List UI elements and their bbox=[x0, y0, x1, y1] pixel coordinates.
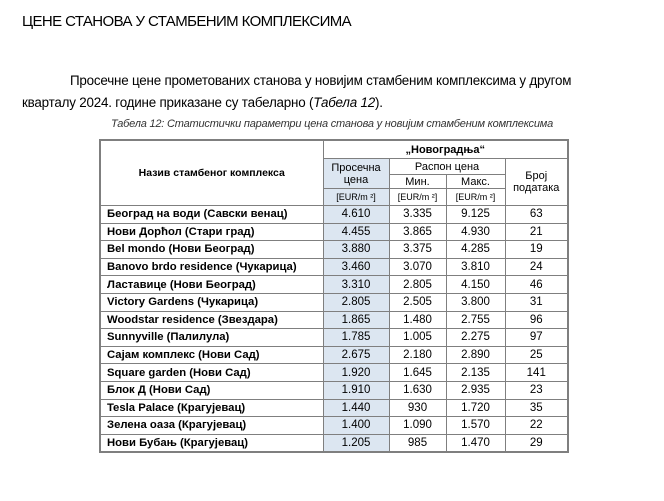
price-table bbox=[99, 139, 569, 453]
cell-complex-name: Tesla Palace (Крагујевац) bbox=[100, 399, 323, 417]
cell-average-price: 4.455 bbox=[323, 223, 389, 241]
table-row bbox=[100, 434, 568, 452]
cell-max-price: 4.285 bbox=[446, 241, 505, 259]
cell-complex-name: Sunnyville (Палилула) bbox=[100, 329, 323, 347]
cell-complex-name: Зелена оаза (Крагујевац) bbox=[100, 417, 323, 435]
header-average-price bbox=[323, 159, 389, 189]
table-row bbox=[100, 346, 568, 364]
table-row bbox=[100, 223, 568, 241]
header-price-range: Распон цена bbox=[389, 159, 505, 175]
cell-min-price: 3.375 bbox=[389, 241, 446, 259]
header-max: Макс. bbox=[446, 175, 505, 189]
cell-complex-name: Square garden (Нови Сад) bbox=[100, 364, 323, 382]
header-count-line2: података bbox=[513, 182, 560, 194]
cell-average-price: 1.910 bbox=[323, 381, 389, 399]
table-row bbox=[100, 206, 568, 224]
cell-average-price: 3.880 bbox=[323, 241, 389, 259]
cell-data-count: 24 bbox=[505, 258, 568, 276]
cell-max-price: 1.470 bbox=[446, 434, 505, 452]
cell-average-price: 1.785 bbox=[323, 329, 389, 347]
header-average-line1: Просечна bbox=[331, 161, 381, 174]
unit-min: [EUR/m ²] bbox=[389, 189, 446, 206]
cell-max-price: 2.935 bbox=[446, 381, 505, 399]
cell-complex-name: Сајам комплекс (Нови Сад) bbox=[100, 346, 323, 364]
cell-max-price: 2.275 bbox=[446, 329, 505, 347]
cell-min-price: 2.180 bbox=[389, 346, 446, 364]
table-row bbox=[100, 241, 568, 259]
cell-complex-name: Bel mondo (Нови Београд) bbox=[100, 241, 323, 259]
cell-data-count: 31 bbox=[505, 293, 568, 311]
cell-data-count: 25 bbox=[505, 346, 568, 364]
cell-average-price: 2.675 bbox=[323, 346, 389, 364]
cell-data-count: 63 bbox=[505, 206, 568, 224]
cell-min-price: 3.335 bbox=[389, 206, 446, 224]
cell-data-count: 22 bbox=[505, 417, 568, 435]
intro-paragraph bbox=[22, 70, 622, 114]
cell-max-price: 3.810 bbox=[446, 258, 505, 276]
cell-data-count: 96 bbox=[505, 311, 568, 329]
cell-max-price: 2.755 bbox=[446, 311, 505, 329]
cell-data-count: 21 bbox=[505, 223, 568, 241]
header-complex-name: Назив стамбеног комплекса bbox=[100, 140, 323, 206]
cell-min-price: 2.505 bbox=[389, 293, 446, 311]
cell-min-price: 1.480 bbox=[389, 311, 446, 329]
header-count-line1: Број bbox=[525, 170, 548, 182]
cell-average-price: 1.400 bbox=[323, 417, 389, 435]
cell-min-price: 3.865 bbox=[389, 223, 446, 241]
cell-min-price: 1.090 bbox=[389, 417, 446, 435]
cell-max-price: 2.135 bbox=[446, 364, 505, 382]
cell-max-price: 9.125 bbox=[446, 206, 505, 224]
cell-complex-name: Woodstar residence (Звездара) bbox=[100, 311, 323, 329]
table-row bbox=[100, 311, 568, 329]
table-row bbox=[100, 276, 568, 294]
header-data-count bbox=[505, 159, 568, 206]
cell-average-price: 1.865 bbox=[323, 311, 389, 329]
cell-complex-name: Ластавице (Нови Београд) bbox=[100, 276, 323, 294]
cell-average-price: 1.440 bbox=[323, 399, 389, 417]
table-row bbox=[100, 258, 568, 276]
table-row bbox=[100, 364, 568, 382]
header-region: „Новоградња“ bbox=[323, 140, 568, 159]
unit-average: [EUR/m ²] bbox=[323, 189, 389, 206]
cell-average-price: 2.805 bbox=[323, 293, 389, 311]
cell-max-price: 1.570 bbox=[446, 417, 505, 435]
cell-max-price: 1.720 bbox=[446, 399, 505, 417]
cell-min-price: 3.070 bbox=[389, 258, 446, 276]
cell-complex-name: Београд на води (Савски венац) bbox=[100, 206, 323, 224]
cell-max-price: 4.150 bbox=[446, 276, 505, 294]
cell-min-price: 1.630 bbox=[389, 381, 446, 399]
table-caption: Табела 12: Статистички параметри цена станова у новијим стамбеним комплексима bbox=[110, 118, 554, 130]
cell-min-price: 2.805 bbox=[389, 276, 446, 294]
cell-max-price: 4.930 bbox=[446, 223, 505, 241]
cell-data-count: 23 bbox=[505, 381, 568, 399]
paragraph-text-end: ). bbox=[374, 95, 383, 110]
table-row bbox=[100, 399, 568, 417]
cell-min-price: 930 bbox=[389, 399, 446, 417]
cell-average-price: 3.310 bbox=[323, 276, 389, 294]
cell-average-price: 3.460 bbox=[323, 258, 389, 276]
table-row bbox=[100, 417, 568, 435]
cell-min-price: 1.645 bbox=[389, 364, 446, 382]
header-average-line2: цена bbox=[343, 173, 369, 186]
paragraph-text: Просечне цене прометованих станова у новијим стамбеним комплексима у другом кварталу 2024. године приказане су табеларно ( bbox=[22, 73, 572, 110]
unit-max: [EUR/m ²] bbox=[446, 189, 505, 206]
table-row bbox=[100, 381, 568, 399]
table-row bbox=[100, 329, 568, 347]
cell-max-price: 2.890 bbox=[446, 346, 505, 364]
table-reference: Табела 12 bbox=[313, 95, 375, 110]
cell-data-count: 29 bbox=[505, 434, 568, 452]
cell-min-price: 985 bbox=[389, 434, 446, 452]
cell-complex-name: Нови Бубањ (Крагујевац) bbox=[100, 434, 323, 452]
cell-max-price: 3.800 bbox=[446, 293, 505, 311]
section-heading: ЦЕНЕ СТАНОВА У СТАМБЕНИМ КОМПЛЕКСИМА bbox=[22, 13, 352, 30]
cell-data-count: 97 bbox=[505, 329, 568, 347]
cell-complex-name: Нови Дорћол (Стари град) bbox=[100, 223, 323, 241]
cell-min-price: 1.005 bbox=[389, 329, 446, 347]
cell-data-count: 19 bbox=[505, 241, 568, 259]
cell-data-count: 35 bbox=[505, 399, 568, 417]
header-min: Мин. bbox=[389, 175, 446, 189]
table-row bbox=[100, 293, 568, 311]
cell-complex-name: Блок Д (Нови Сад) bbox=[100, 381, 323, 399]
cell-average-price: 1.920 bbox=[323, 364, 389, 382]
cell-data-count: 141 bbox=[505, 364, 568, 382]
cell-data-count: 46 bbox=[505, 276, 568, 294]
cell-average-price: 4.610 bbox=[323, 206, 389, 224]
cell-average-price: 1.205 bbox=[323, 434, 389, 452]
cell-complex-name: Banovo brdo residence (Чукарица) bbox=[100, 258, 323, 276]
cell-complex-name: Victory Gardens (Чукарица) bbox=[100, 293, 323, 311]
